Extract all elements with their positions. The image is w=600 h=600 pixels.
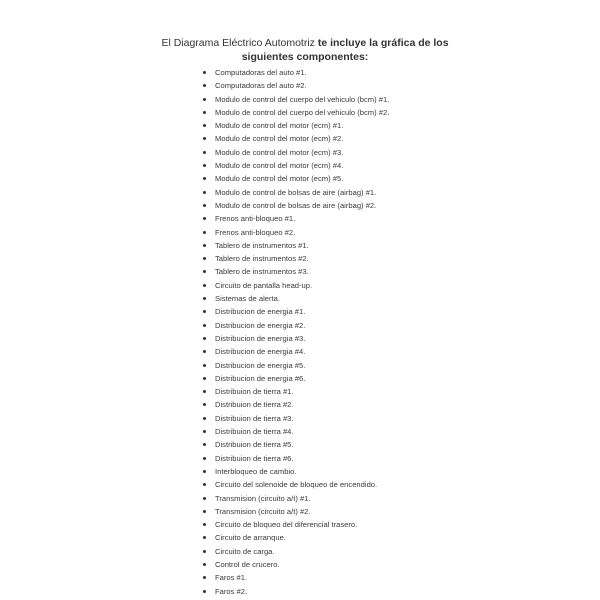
list-item (203, 345, 389, 358)
bullet-icon (203, 111, 206, 114)
list-item-text: Modulo de control del motor (ecm) #3. (215, 147, 344, 157)
bullet-icon (203, 191, 206, 194)
list-item-text: Tablero de instrumentos #1. (215, 240, 309, 250)
bullet-icon (203, 71, 206, 74)
bullet-icon (203, 257, 206, 260)
list-item (203, 518, 389, 531)
list-item-text: Distribuion de tierra #5. (215, 440, 294, 450)
list-item (203, 106, 389, 119)
bullet-icon (203, 270, 206, 273)
bullet-icon (203, 98, 206, 101)
list-item (203, 292, 389, 305)
list-item (203, 585, 389, 598)
list-item (203, 492, 389, 505)
bullet-icon (203, 137, 206, 140)
bullet-icon (203, 177, 206, 180)
list-item (203, 279, 389, 292)
list-item-text: Computadoras del auto #2. (215, 81, 307, 91)
list-item (203, 571, 389, 584)
bullet-icon (203, 510, 206, 513)
list-item (203, 385, 389, 398)
list-item (203, 505, 389, 518)
list-item (203, 359, 389, 372)
bullet-icon (203, 324, 206, 327)
list-item (203, 186, 389, 199)
list-item-text: Tablero de instrumentos #3. (215, 267, 309, 277)
bullet-icon (203, 390, 206, 393)
list-item-text: Frenos anti-bloqueo #2. (215, 227, 296, 237)
list-item (203, 465, 389, 478)
list-item-text: Modulo de control de bolsas de aire (airbag) #2. (215, 200, 377, 210)
bullet-icon (203, 337, 206, 340)
list-item-text: Distribucion de energia #1. (215, 307, 306, 317)
list-item-text: Modulo de control del cuerpo del vehiculo (bcm) #2. (215, 107, 390, 117)
bullet-icon (203, 550, 206, 553)
list-item (203, 239, 389, 252)
list-item (203, 558, 389, 571)
list-item-text: Modulo de control del motor (ecm) #4. (215, 161, 344, 171)
list-item-text: Control de crucero. (215, 559, 280, 569)
heading-intro: El Diagrama Eléctrico Automotriz (161, 37, 318, 49)
bullet-icon (203, 523, 206, 526)
list-item-text: Distribuion de tierra #3. (215, 413, 294, 423)
list-item-text: Faros #2. (215, 586, 248, 596)
list-item-text: Faros #1. (215, 573, 248, 583)
list-item (203, 452, 389, 465)
bullet-icon (203, 204, 206, 207)
list-item (203, 93, 389, 106)
bullet-icon (203, 443, 206, 446)
list-item (203, 398, 389, 411)
list-item-text: Circuito de pantalla head-up. (215, 280, 313, 290)
list-item (203, 531, 389, 544)
list-item (203, 172, 389, 185)
bullet-icon (203, 364, 206, 367)
list-item (203, 545, 389, 558)
bullet-icon (203, 457, 206, 460)
list-item-text: Modulo de control del motor (ecm) #1. (215, 121, 344, 131)
list-item (203, 412, 389, 425)
bullet-icon (203, 403, 206, 406)
bullet-icon (203, 350, 206, 353)
list-item-text: Distribucion de energia #2. (215, 320, 306, 330)
bullet-icon (203, 244, 206, 247)
bullet-icon (203, 590, 206, 593)
list-item-text: Distribuion de tierra #6. (215, 453, 294, 463)
list-item-text: Sistemas de alerta. (215, 294, 280, 304)
list-item-text: Modulo de control del motor (ecm) #5. (215, 174, 344, 184)
list-item (203, 79, 389, 92)
bullet-icon (203, 417, 206, 420)
bullet-icon (203, 231, 206, 234)
list-item (203, 372, 389, 385)
list-item-text: Modulo de control del motor (ecm) #2. (215, 134, 344, 144)
bullet-icon (203, 164, 206, 167)
list-item-text: Distribuion de tierra #4. (215, 427, 294, 437)
list-item-text: Circuito de bloqueo del diferencial trasero. (215, 520, 358, 530)
list-item-text: Modulo de control del cuerpo del vehiculo (bcm) #1. (215, 94, 390, 104)
list-item (203, 119, 389, 132)
list-item-text: Distribucion de energia #6. (215, 373, 306, 383)
list-item-text: Tablero de instrumentos #2. (215, 254, 309, 264)
list-item-text: Distribuion de tierra #2. (215, 400, 294, 410)
list-item (203, 319, 389, 332)
list-item-text: Circuito de arranque. (215, 533, 286, 543)
components-list (203, 66, 389, 598)
page-heading (140, 36, 470, 64)
bullet-icon (203, 430, 206, 433)
list-item-text: Computadoras del auto #1. (215, 68, 307, 77)
list-item (203, 332, 389, 345)
list-item (203, 132, 389, 145)
list-item-text: Distribuion de tierra #1. (215, 387, 294, 397)
list-item (203, 212, 389, 225)
bullet-icon (203, 377, 206, 380)
bullet-icon (203, 310, 206, 313)
bullet-icon (203, 470, 206, 473)
list-item-text: Distribucion de energia #3. (215, 333, 306, 343)
list-item (203, 438, 389, 451)
bullet-icon (203, 536, 206, 539)
list-item (203, 226, 389, 239)
bullet-icon (203, 576, 206, 579)
list-item (203, 252, 389, 265)
list-item (203, 66, 389, 79)
list-item (203, 305, 389, 318)
list-item-text: Distribucion de energia #5. (215, 360, 306, 370)
list-item-text: Frenos anti-bloqueo #1. (215, 214, 296, 224)
bullet-icon (203, 563, 206, 566)
bullet-icon (203, 284, 206, 287)
bullet-icon (203, 217, 206, 220)
bullet-icon (203, 497, 206, 500)
list-item (203, 159, 389, 172)
bullet-icon (203, 483, 206, 486)
list-item (203, 425, 389, 438)
bullet-icon (203, 84, 206, 87)
bullet-icon (203, 297, 206, 300)
list-item-text: Circuito de carga. (215, 546, 275, 556)
list-item-text: Circuito del solenoide de bloqueo de encendido. (215, 480, 378, 490)
list-item-text: Modulo de control de bolsas de aire (airbag) #1. (215, 187, 377, 197)
bullet-icon (203, 124, 206, 127)
list-item (203, 146, 389, 159)
bullet-icon (203, 151, 206, 154)
list-item-text: Distribucion de energia #4. (215, 347, 306, 357)
list-item-text: Interbloqueo de cambio. (215, 466, 297, 476)
list-item (203, 199, 389, 212)
list-item-text: Transmision (circuito a/t) #2. (215, 506, 311, 516)
list-item-text: Transmision (circuito a/t) #1. (215, 493, 311, 503)
list-item (203, 478, 389, 491)
list-item (203, 265, 389, 278)
heading-bold: te incluye la gráfica de los siguientes componentes: (241, 37, 449, 63)
